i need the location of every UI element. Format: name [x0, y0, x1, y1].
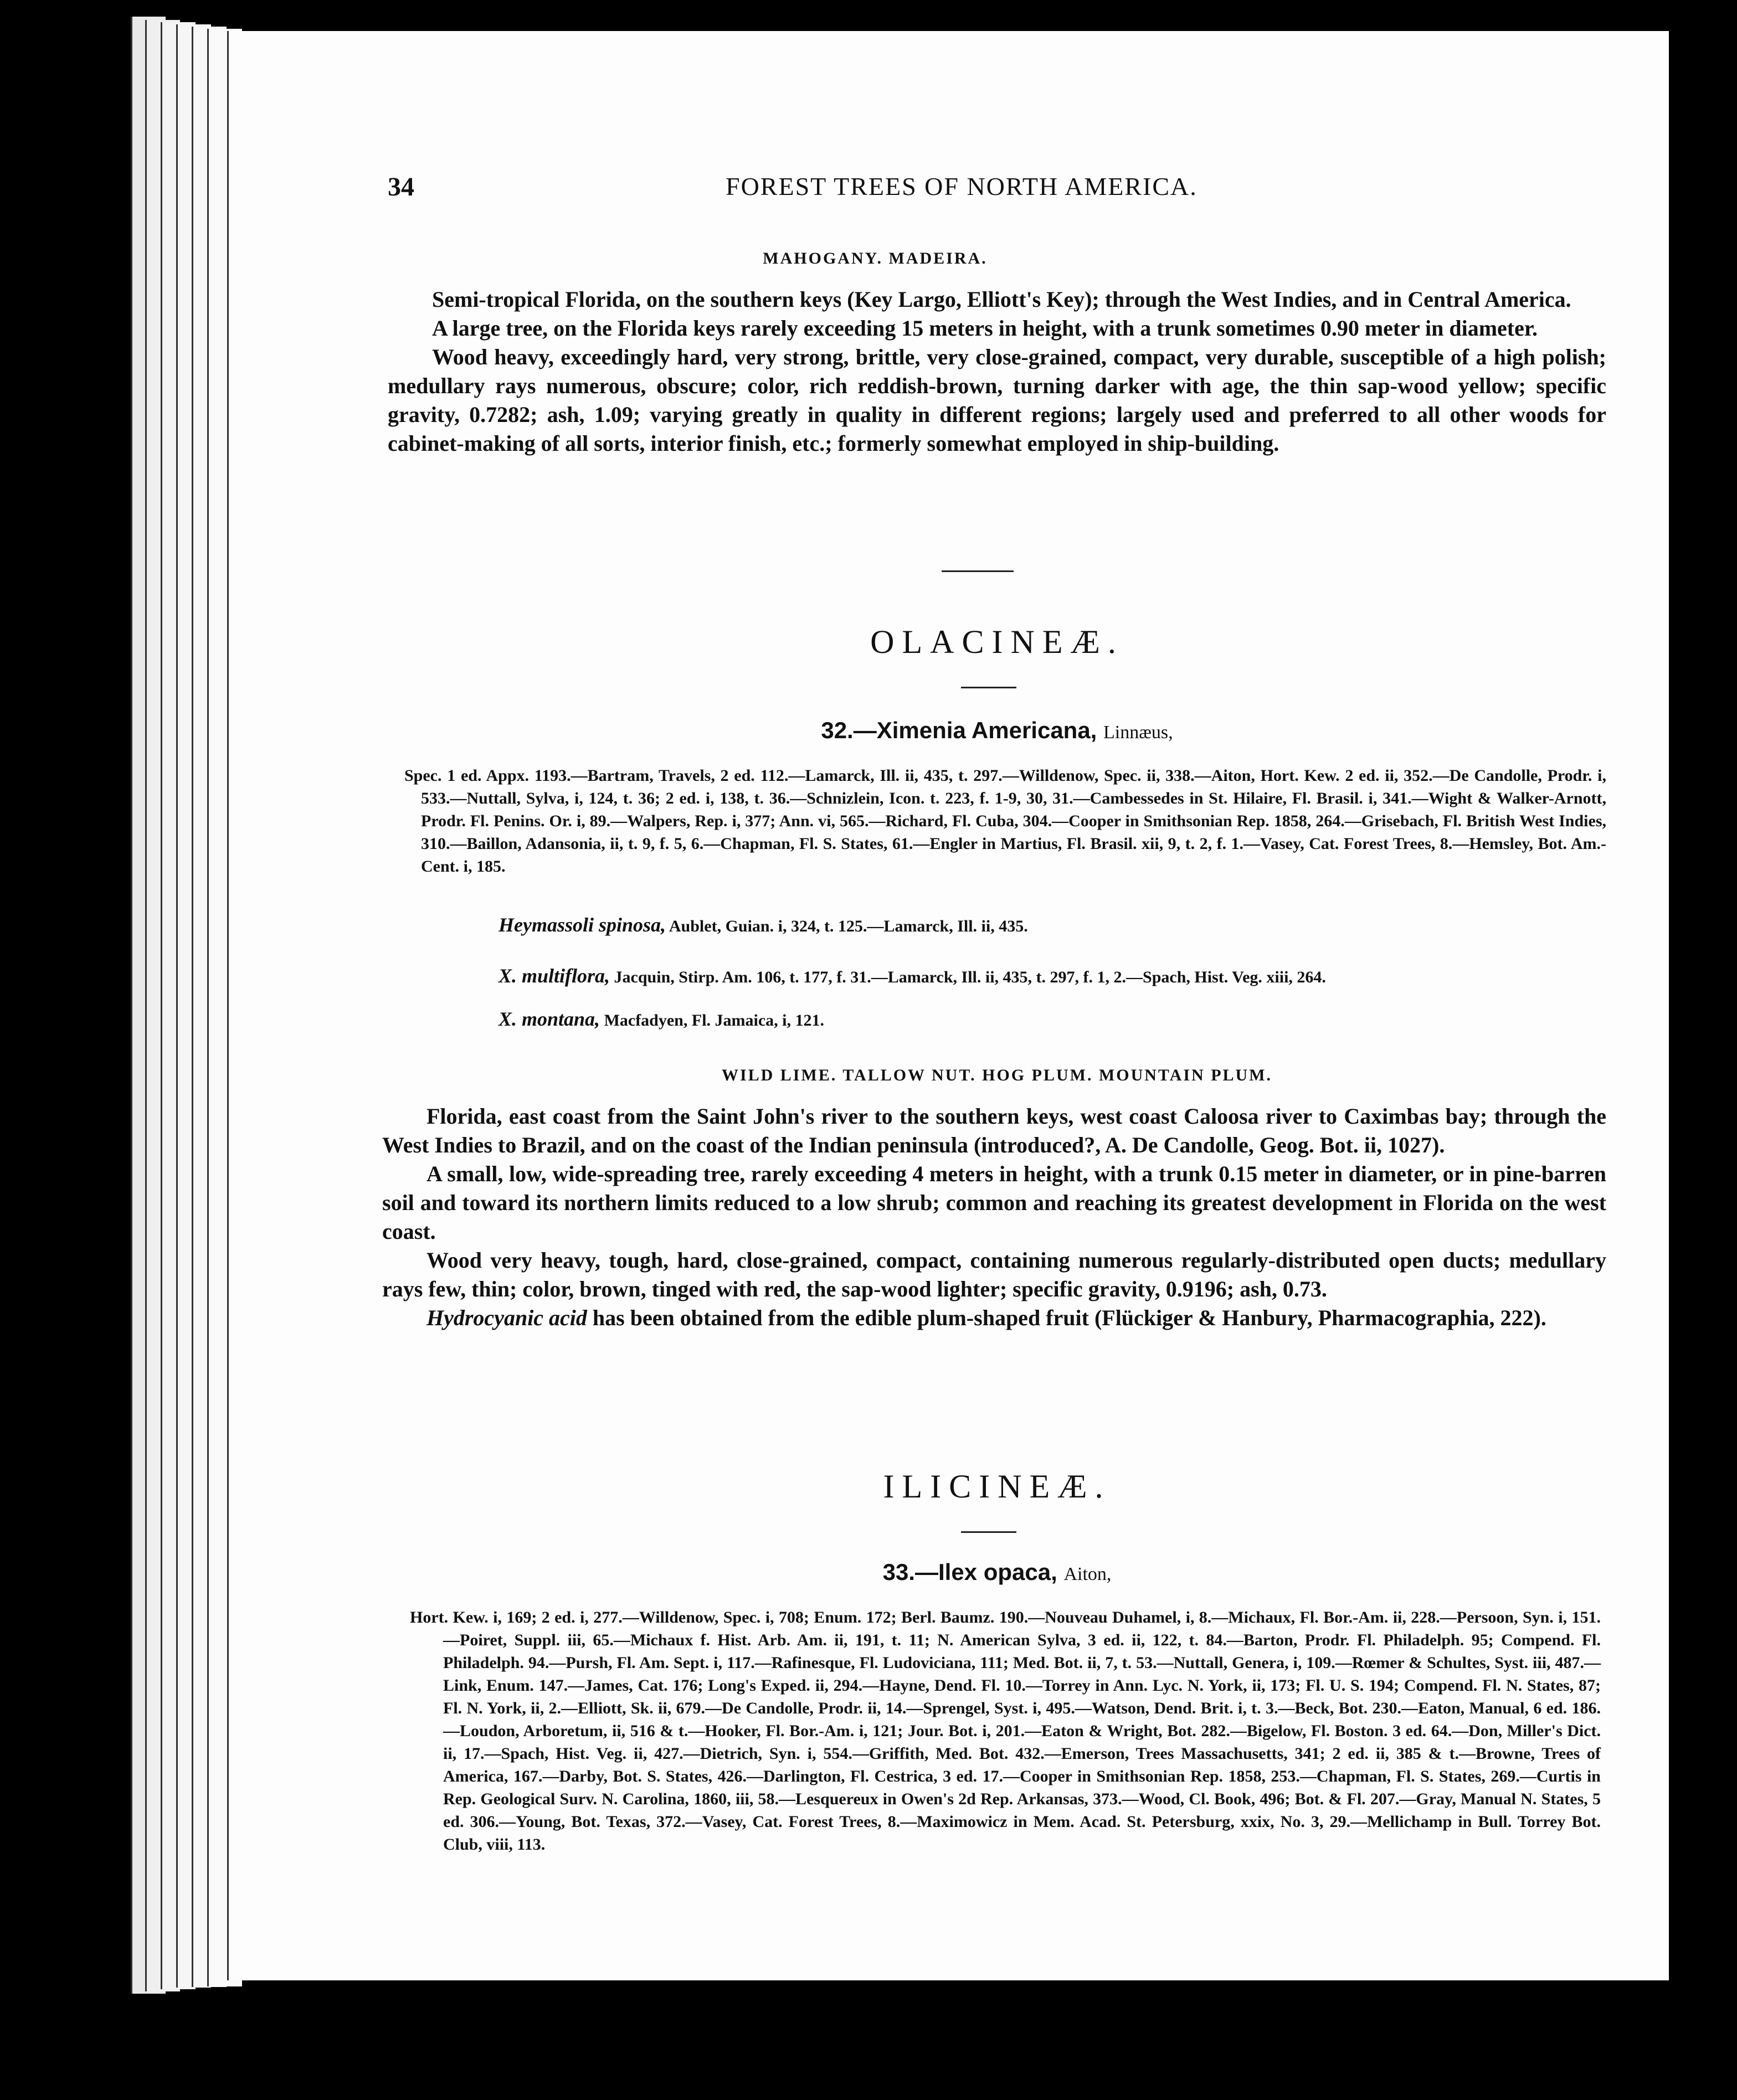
paragraph: Florida, east coast from the Saint John's river to the southern keys, west coast Caloosa river to Caximbas bay; through the West Indies to Brazil, and on the coast of the Indian peninsula (introduced?, A. De Candolle, Geog. Bot. ii, 1027). — [382, 1104, 1606, 1157]
synonym-name: Heymassoli spinosa, — [499, 914, 666, 936]
paragraph-rest: has been obtained from the edible plum-shaped fruit (Flückiger & Hanbury, Pharmacographia, 222). — [592, 1305, 1546, 1330]
synonym-name: X. montana, — [499, 1008, 600, 1030]
common-names: MAHOGANY. MADEIRA. — [763, 249, 988, 267]
divider-rule — [942, 570, 1014, 572]
italic-lead: Hydrocyanic acid — [426, 1305, 587, 1330]
synonym — [499, 914, 1606, 938]
divider-rule — [961, 687, 1016, 688]
species-authority: Aiton, — [1063, 1564, 1112, 1584]
paragraph: A large tree, on the Florida keys rarely exceeding 15 meters in height, with a trunk sometimes 0.90 meter in diameter. — [432, 316, 1538, 341]
species-authority: Linnæus, — [1103, 722, 1173, 743]
page-number: 34 — [388, 172, 414, 202]
mahogany-text — [388, 285, 1606, 458]
paragraph: Wood heavy, exceedingly hard, very strong, brittle, very close-grained, compact, very durable, susceptible of a high polish; medullary rays numerous, obscure; color, rich reddish-brown, turning darker with age, the thin sap-wood yellow; specific gravity, 0.7282; ash, 1.09; varying greatly in quality in different regions; largely used and preferred to all other woods for cabinet-making of all sorts, interior finish, etc.; formerly somewhat employed in ship-building. — [388, 344, 1606, 456]
species-heading — [388, 717, 1606, 744]
common-names: WILD LIME. TALLOW NUT. HOG PLUM. MOUNTAIN PLUM. — [721, 1066, 1273, 1084]
references: Hort. Kew. i, 169; 2 ed. i, 277.—Willdenow, Spec. i, 708; Enum. 172; Berl. Baumz. 190.—Nouveau Duhamel, i, 8.—Michaux, Fl. Bor.-Am. ii, 228.—Persoon, Syn. i, 151.—Poiret, Suppl. iii, 65.—Michaux f. Hist. Arb. Am. ii, 191, t. 11; N. American Sylva, 3 ed. ii, 122, t. 84.—Barton, Prodr. Fl. Philadelph. 95; Compend. Fl. Philadelph. 94.—Pursh, Fl. Am. Sept. i, 117.—Rafinesque, Fl. Ludoviciana, 111; Med. Bot. ii, 7, t. 53.—Nuttall, Genera, i, 109.—Rœmer & Schultes, Syst. iii, 487.—Link, Enum. 147.—James, Cat. 176; Long's Exped. ii, 294.—Hayne, Dend. Fl. 10.—Torrey in Ann. Lyc. N. York, ii, 173; Fl. U. S. 194; Compend. Fl. N. States, 87; Fl. N. York, ii, 2.—Elliott, Sk. ii, 679.—De Candolle, Prodr. ii, 14.—Sprengel, Syst. i, 495.—Watson, Dend. Brit. i, t. 3.—Beck, Bot. 230.—Eaton, Manual, 6 ed. 186.—Loudon, Arboretum, ii, 516 & t.—Hooker, Fl. Bor.-Am. i, 121; Jour. Bot. i, 201.—Eaton & Wright, Bot. 282.—Bigelow, Fl. Boston. 3 ed. 64.—Don, Miller's Dict. ii, 17.—Spach, Hist. Veg. ii, 427.—Dietrich, Syn. i, 554.—Griffith, Med. Bot. 432.—Emerson, Trees Massachusetts, 341; 2 ed. ii, 385 & t.—Browne, Trees of America, 167.—Darby, Bot. S. States, 426.—Darlington, Fl. Cestrica, 3 ed. 17.—Cooper in Smithsonian Rep. 1858, 253.—Chapman, Fl. S. States, 269.—Curtis in Rep. Geological Surv. N. Carolina, 1860, iii, 58.—Lesquereux in Owen's 2d Rep. Arkansas, 373.—Wood, Cl. Book, 496; Bot. & Fl. 207.—Gray, Manual N. States, 5 ed. 306.—Young, Bot. Texas, 372.—Vasey, Cat. Forest Trees, 8.—Maximowicz in Mem. Acad. St. Petersburg, xxix, No. 3, 29.—Mellichamp in Bull. Torrey Bot. Club, viii, 113. — [410, 1608, 1601, 1854]
paragraph: Semi-tropical Florida, on the southern keys (Key Largo, Elliott's Key); through the West Indies, and in Central America. — [432, 287, 1571, 312]
running-title: FOREST TREES OF NORTH AMERICA. — [726, 172, 1198, 200]
family-heading: ILICINEÆ. — [883, 1468, 1111, 1505]
synonym — [499, 1008, 1606, 1032]
references: Spec. 1 ed. Appx. 1193.—Bartram, Travels, 2 ed. 112.—Lamarck, Ill. ii, 435, t. 297.—Willdenow, Spec. ii, 338.—Aiton, Hort. Kew. 2 ed. ii, 352.—De Candolle, Prodr. i, 533.—Nuttall, Sylva, i, 124, t. 36; 2 ed. i, 138, t. 36.—Schnizlein, Icon. t. 223, f. 1-9, 30, 31.—Cambessedes in St. Hilaire, Fl. Brasil. i, 341.—Wight & Walker-Arnott, Prodr. Fl. Penins. Or. i, 89.—Walpers, Rep. i, 377; Ann. vi, 565.—Richard, Fl. Cuba, 304.—Cooper in Smithsonian Rep. 1858, 264.—Grisebach, Fl. British West Indies, 310.—Baillon, Adansonia, ii, t. 9, f. 5, 6.—Chapman, Fl. S. States, 61.—Engler in Martius, Fl. Brasil. xii, 9, t. 2, f. 1.—Vasey, Cat. Forest Trees, 8.—Hemsley, Bot. Am.-Cent. i, 185. — [404, 766, 1606, 876]
paragraph: Wood very heavy, tough, hard, close-grained, compact, containing numerous regularly-distributed open ducts; medullary rays few, thin; color, brown, tinged with red, the sap-wood lighter; specific gravity, 0.9196; ash, 0.73. — [382, 1248, 1606, 1301]
paragraph: A small, low, wide-spreading tree, rarely exceeding 4 meters in height, with a trunk 0.15 meter in diameter, or in pine-barren soil and toward its northern limits reduced to a low shrub; common and reaching its greatest development in Florida on the west coast. — [382, 1161, 1606, 1244]
family-heading: OLACINEÆ. — [870, 624, 1124, 660]
species-name: 32.—Ximenia Americana, — [821, 717, 1097, 743]
species-name: 33.—Ilex opaca, — [882, 1559, 1057, 1585]
synonym-ref: Macfadyen, Fl. Jamaica, i, 121. — [604, 1011, 825, 1030]
synonym-name: X. multiflora, — [499, 965, 610, 987]
species-heading — [388, 1559, 1606, 1586]
synonym — [499, 965, 1606, 989]
divider-rule — [961, 1531, 1016, 1533]
ximenia-text — [382, 1102, 1606, 1332]
running-head — [388, 172, 1363, 216]
synonym-ref: Aublet, Guian. i, 324, t. 125.—Lamarck, Ill. ii, 435. — [669, 917, 1028, 935]
paragraph — [382, 1304, 1606, 1332]
synonym-ref: Jacquin, Stirp. Am. 106, t. 177, f. 31.—Lamarck, Ill. ii, 435, t. 297, f. 1, 2.—Spach, Hist. Veg. xiii, 264. — [614, 968, 1326, 986]
